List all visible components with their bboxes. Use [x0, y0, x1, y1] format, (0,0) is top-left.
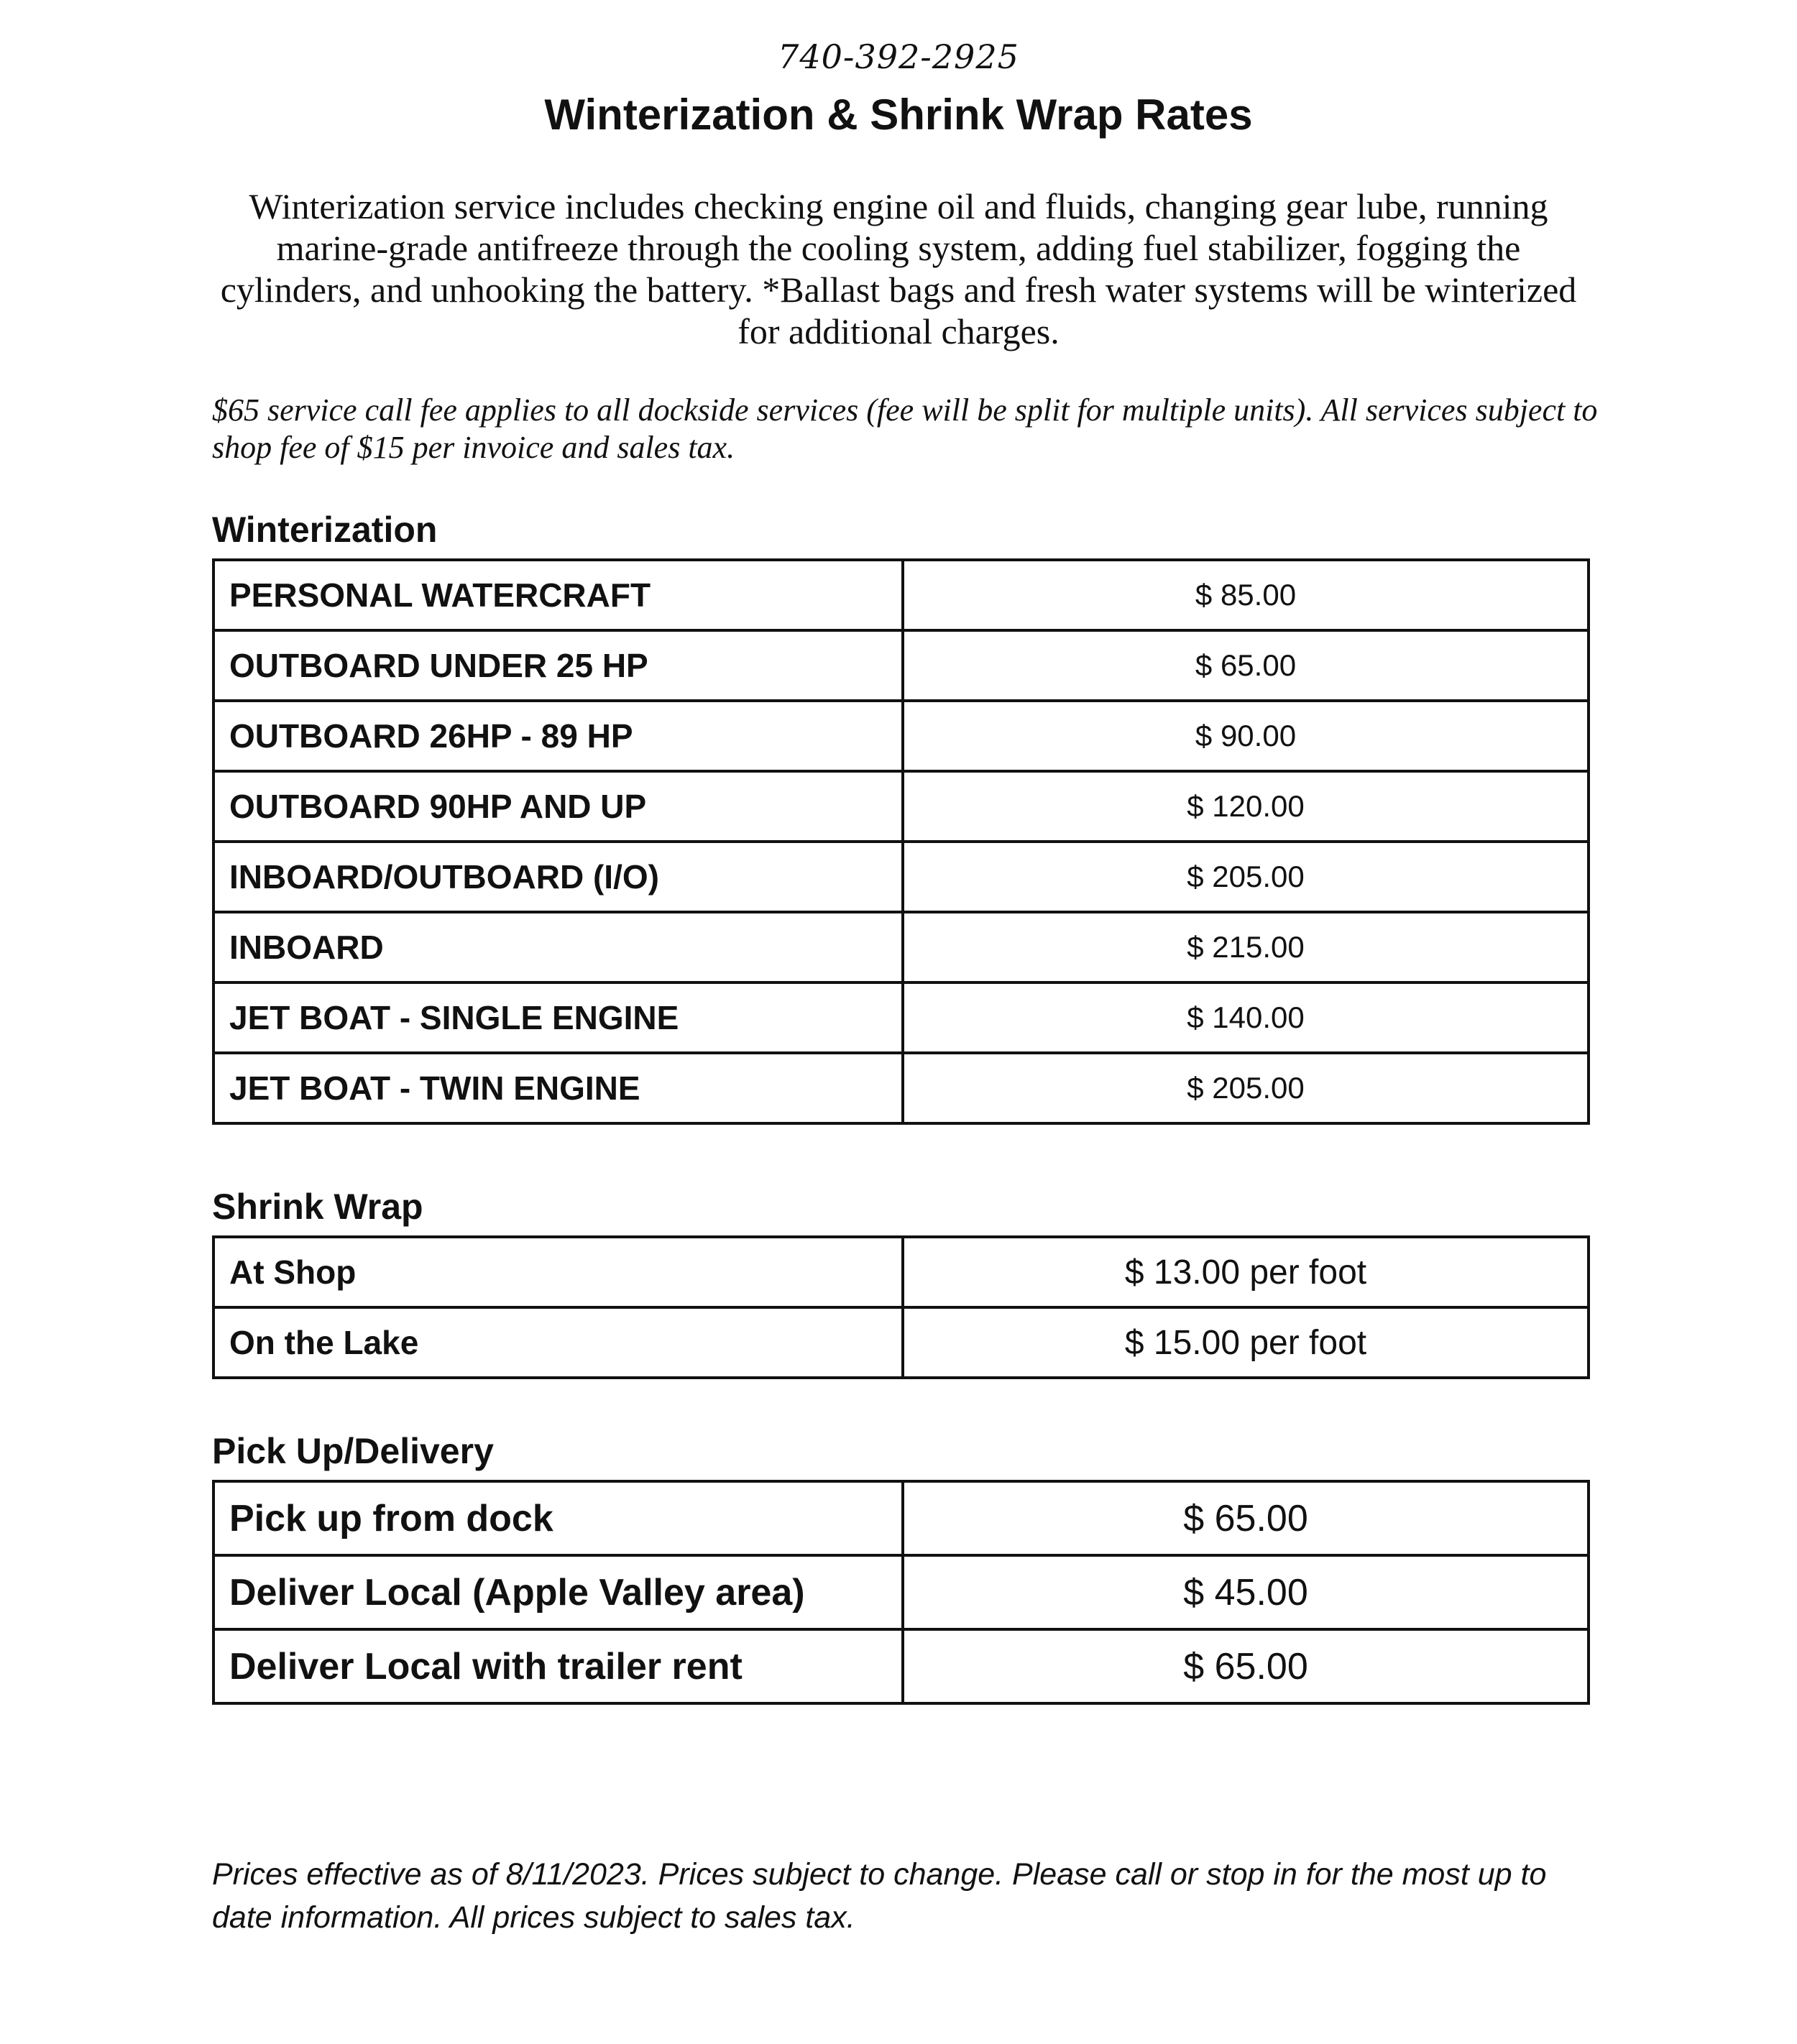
- page-title: Winterization & Shrink Wrap Rates: [544, 91, 1253, 139]
- table-row: [213, 912, 1589, 982]
- row-price: $ 45.00: [903, 1555, 1589, 1629]
- table-row: [213, 1481, 1589, 1555]
- row-label: OUTBOARD UNDER 25 HP: [213, 630, 903, 701]
- table-row: [213, 701, 1589, 771]
- row-label: On the Lake: [213, 1307, 903, 1378]
- service-description: Winterization service includes checking engine oil and fluids, changing gear lube, running marine-grade antifreeze through the cooling system, adding fuel stabilizer, fogging the cylinders, and unhooking the battery. *Ballast bags and fresh water systems will be winterized for additional charges.: [220, 186, 1577, 351]
- row-price: $ 215.00: [903, 912, 1589, 982]
- shrink-wrap-heading: Shrink Wrap: [212, 1187, 423, 1227]
- table-row: [213, 630, 1589, 701]
- row-price: $ 205.00: [903, 1053, 1589, 1123]
- shrink-wrap-table: [212, 1235, 1590, 1379]
- row-label: PERSONAL WATERCRAFT: [213, 560, 903, 630]
- row-price: $ 140.00: [903, 982, 1589, 1053]
- row-label: OUTBOARD 26HP - 89 HP: [213, 701, 903, 771]
- row-price: $ 15.00 per foot: [903, 1307, 1589, 1378]
- table-row: [213, 982, 1589, 1053]
- row-price: $ 85.00: [903, 560, 1589, 630]
- row-label: INBOARD: [213, 912, 903, 982]
- row-label: At Shop: [213, 1237, 903, 1307]
- table-row: [213, 771, 1589, 842]
- row-price: $ 13.00 per foot: [903, 1237, 1589, 1307]
- row-price: $ 65.00: [903, 630, 1589, 701]
- row-label: Deliver Local with trailer rent: [213, 1629, 903, 1703]
- table-row: [213, 1053, 1589, 1123]
- phone-number: 740-392-2925: [778, 37, 1019, 76]
- table-row: [213, 842, 1589, 912]
- row-label: JET BOAT - TWIN ENGINE: [213, 1053, 903, 1123]
- row-label: Deliver Local (Apple Valley area): [213, 1555, 903, 1629]
- table-row: [213, 1307, 1589, 1378]
- row-price: $ 120.00: [903, 771, 1589, 842]
- service-fee-note: $65 service call fee applies to all dockside services (fee will be split for multiple units). All services subject to shop fee of $15 per invoice and sales tax.: [212, 392, 1598, 465]
- table-row: [213, 1237, 1589, 1307]
- row-label: INBOARD/OUTBOARD (I/O): [213, 842, 903, 912]
- row-price: $ 65.00: [903, 1481, 1589, 1555]
- winterization-table: [212, 558, 1590, 1125]
- winterization-heading: Winterization: [212, 510, 438, 550]
- table-row: [213, 1555, 1589, 1629]
- pickup-delivery-table: [212, 1480, 1590, 1705]
- row-label: OUTBOARD 90HP AND UP: [213, 771, 903, 842]
- table-row: [213, 560, 1589, 630]
- row-price: $ 65.00: [903, 1629, 1589, 1703]
- row-price: $ 205.00: [903, 842, 1589, 912]
- row-price: $ 90.00: [903, 701, 1589, 771]
- price-disclaimer: Prices effective as of 8/11/2023. Prices subject to change. Please call or stop in for the most up to date information. All prices subject to sales tax.: [212, 1857, 1547, 1935]
- row-label: Pick up from dock: [213, 1481, 903, 1555]
- row-label: JET BOAT - SINGLE ENGINE: [213, 982, 903, 1053]
- pickup-delivery-heading: Pick Up/Delivery: [212, 1431, 494, 1471]
- table-row: [213, 1629, 1589, 1703]
